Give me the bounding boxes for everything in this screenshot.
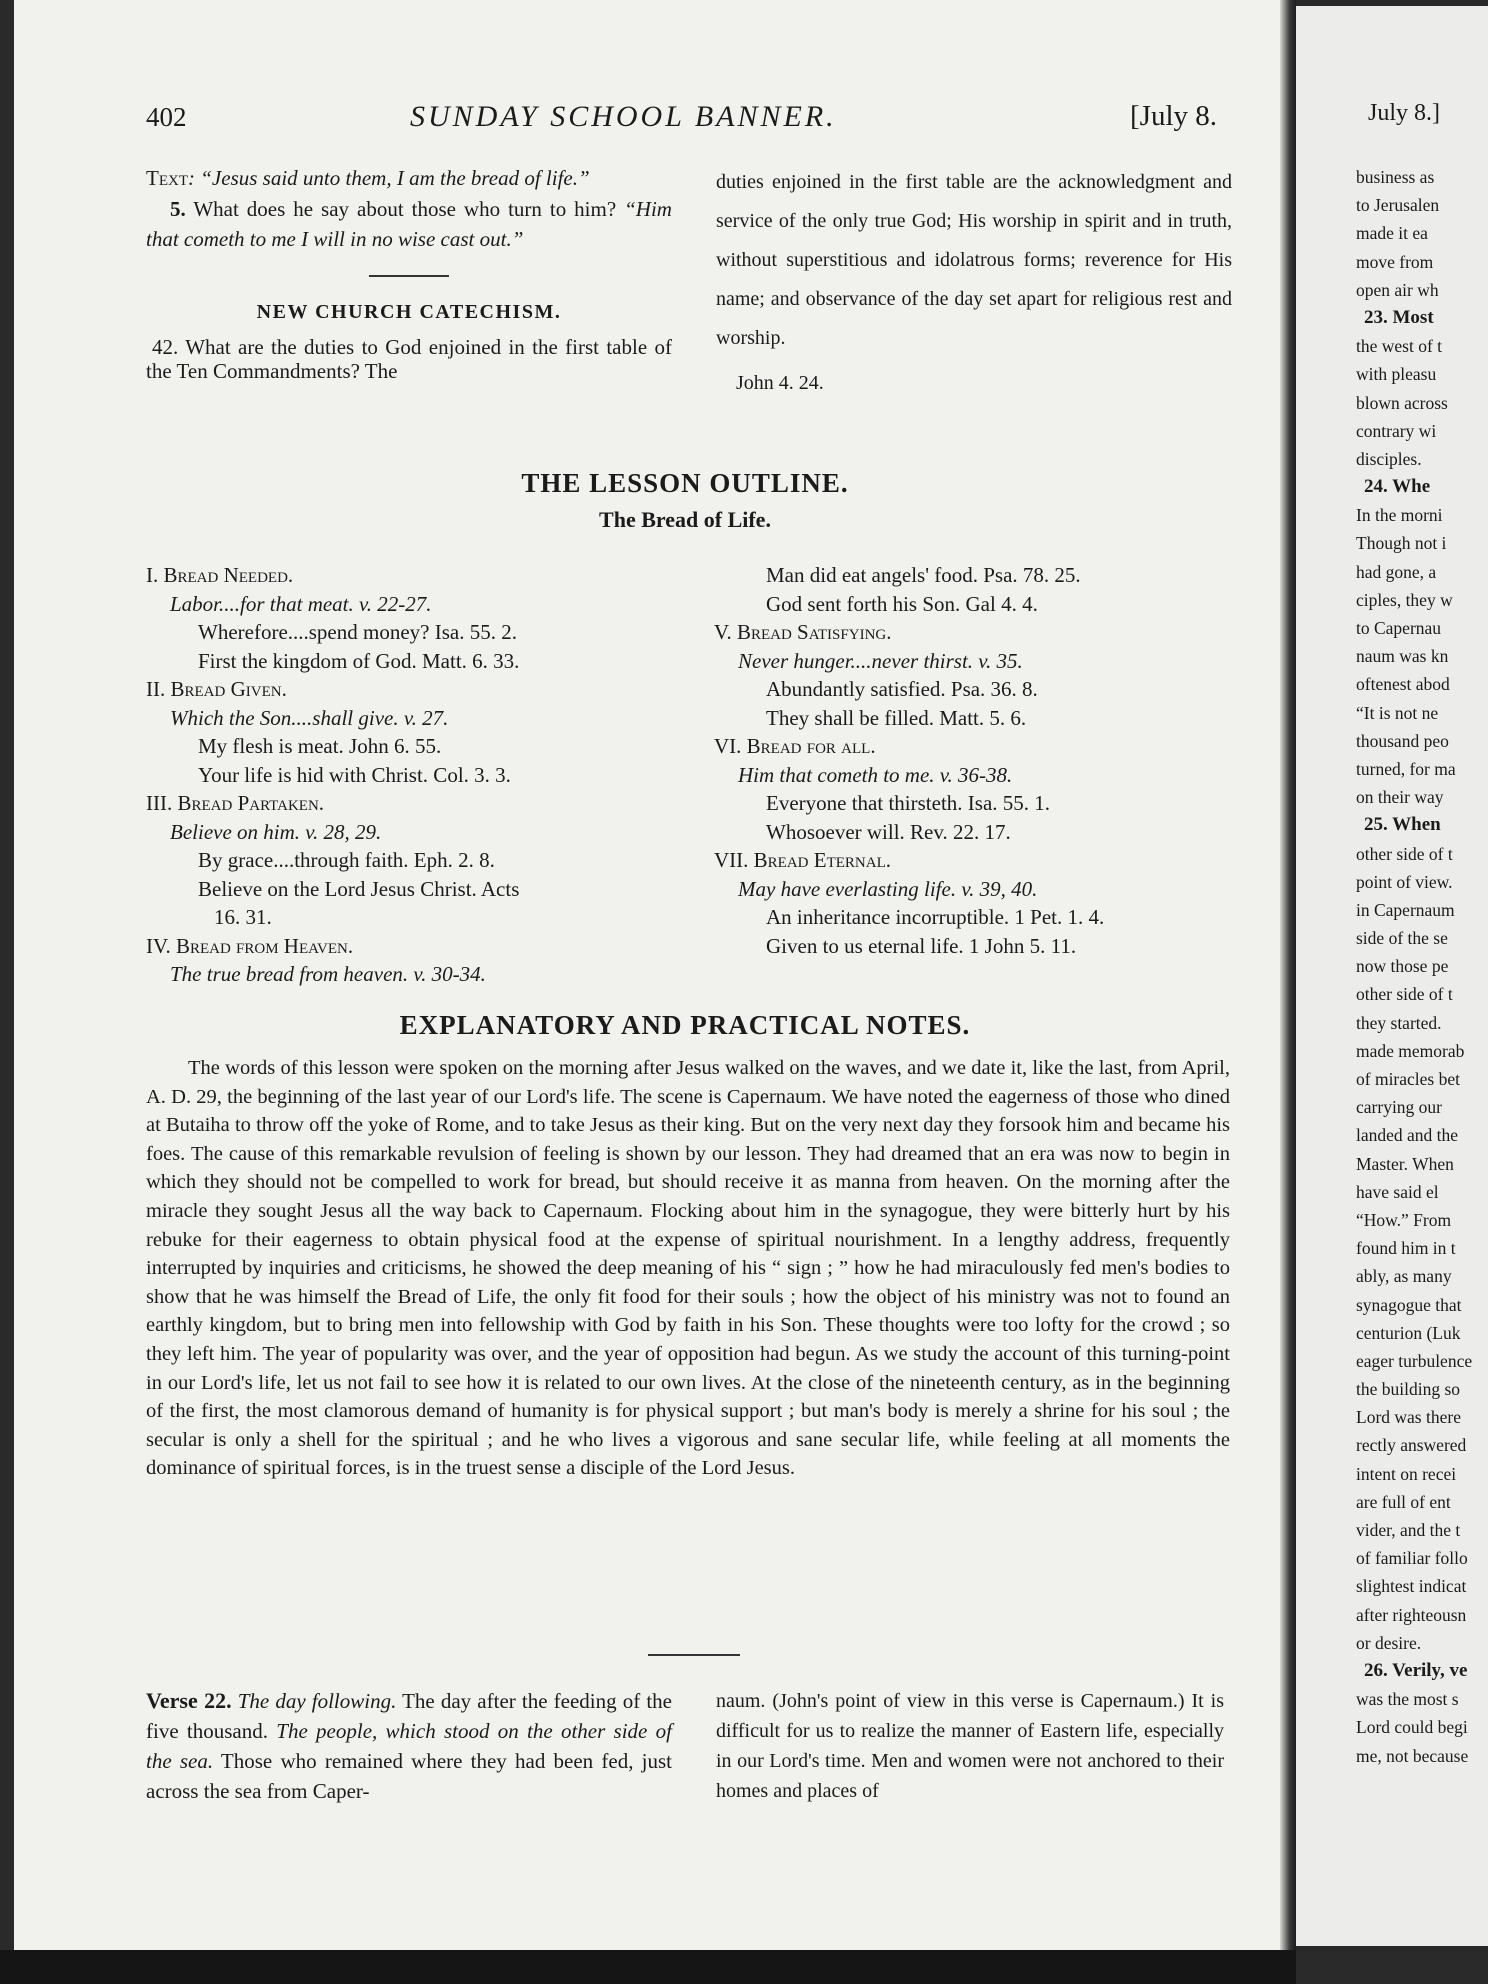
right-page-line: intent on recei [1356, 1463, 1457, 1484]
running-head [130, 98, 1240, 138]
right-page-line: contrary wi [1356, 420, 1437, 441]
right-page-line: after righteousn [1356, 1604, 1467, 1625]
outline-line: Which the Son....shall give. v. 27. [170, 705, 449, 730]
right-page-line: now those pe [1356, 956, 1449, 977]
left-top-column [146, 163, 672, 383]
notes-paragraph: The words of this lesson were spoken on the morning after Jesus walked on the waves, and we date it, like the last, from April, A. D. 29, the beginning of the last year of our Lord's life. The scene is Capernaum. We have noted the eagerness of those who dined at Butaiha to throw off the yoke of Rome, and to take Jesus as their king. But on the very next day they forsook him and became his foes. The cause of this remarkable revulsion of feeling is shown by our lesson. They had dreamed that an era was now to begin in which they should not be compelled to work for bread, but should receive it as manna from heaven. On the morning after the miracle they sought Jesus all the way back to Capernaum. Flocking about him in the synagogue, they were bitterly hurt by his rebuke for their eagerness to obtain physical food at the expense of spiritual nourishment. In a lengthy address, frequently interrupted by inquiries and criticisms, he showed the deep meaning of his “ sign ; ” how he had miraculously fed men's bodies to show that he was himself the Bread of Life, the only fit food for their souls ; how the object of his ministry was not to found an earthly kingdom, but to bring men into fellowship with God by faith in his Son. These thoughts were too lofty for the crowd ; so they left him. The year of popularity was over, and the year of opposition had begun. As we study the account of this turning-point in our Lord's life, let us not fail to see how it is related to our own lives. At the close of the nineteenth century, as in the beginning of the first, the most clamorous demand of humanity is for physical support ; but man's body is merely a shrine for his soul ; the secular is only a shell for the spiritual ; and he who lives a vigorous and sane secular life, while feeling at all moments the dominance of spiritual forces, is in the truest sense a disciple of the Lord Jesus. [146, 1057, 1230, 1480]
outline-line: May have everlasting life. v. 39, 40. [738, 876, 1038, 901]
right-page-line: was the most s [1356, 1689, 1459, 1710]
right-page-line: other side of t [1356, 843, 1453, 864]
right-page-line: to Capernau [1356, 618, 1442, 638]
catechism-question: 42. What are the duties to God enjoined in the first table of the Ten Commandments? The [146, 335, 672, 383]
outline-line: Abundantly satisfied. Psa. 36. 8. [766, 677, 1038, 701]
right-page-line: other side of t [1356, 984, 1453, 1005]
right-top-column [716, 163, 1232, 403]
outline-line: VII. Bread Eternal. [714, 848, 891, 872]
outline-line: IV. Bread from Heaven. [146, 933, 354, 958]
outline-line: Believe on him. v. 28, 29. [170, 819, 382, 844]
right-page-line: on their way [1356, 787, 1444, 808]
right-page-line: the building so [1356, 1379, 1461, 1400]
right-page-line: business as [1356, 167, 1435, 187]
right-page-line: had gone, a [1356, 561, 1437, 582]
right-page-line: to Jerusalen [1356, 195, 1440, 216]
outline-right-column [714, 561, 1234, 960]
right-page-line: ably, as many [1356, 1266, 1452, 1287]
outline-line: VI. Bread for all. [714, 734, 876, 758]
right-page-line: or desire. [1356, 1632, 1422, 1653]
page-number: 402 [146, 102, 187, 132]
right-page-line: made memorab [1356, 1040, 1465, 1061]
outline-line: Your life is hid with Christ. Col. 3. 3. [198, 762, 511, 787]
outline-line: Him that cometh to me. v. 36-38. [738, 762, 1013, 787]
right-page-line: Though not i [1356, 533, 1447, 554]
right-page-line: eager turbulence [1356, 1350, 1473, 1371]
right-page-line: move from [1356, 251, 1434, 272]
notes-heading-block [130, 1010, 1240, 1041]
right-page-line: found him in t [1356, 1238, 1456, 1259]
verse-22-right: naum. (John's point of view in this verse is Capernaum.) It is difficult for us to realize the manner of Eastern life, especially in our Lord's time. Men and women were not anchored to their homes and places of [716, 1690, 1224, 1802]
right-page-line: Lord was there [1356, 1407, 1461, 1428]
right-page-line: Lord could begi [1356, 1717, 1468, 1738]
catechism-heading: NEW CHURCH CATECHISM. [256, 300, 562, 323]
outline-line: III. Bread Partaken. [146, 791, 325, 815]
right-page-line: In the morni [1356, 505, 1443, 526]
right-page-line: disciples. [1356, 448, 1422, 469]
outline-line: Given to us eternal life. 1 John 5. 11. [766, 933, 1077, 958]
book-gutter [1280, 0, 1296, 1984]
catechism-answer: duties enjoined in the first table are the acknowledgment and service of the only true God; His worship in spirit and in truth, without superstitious and idolatrous forms; reverence for His name; and observance of the day set apart for religious rest and worship. [716, 171, 1232, 349]
notes-heading: EXPLANATORY AND PRACTICAL NOTES. [399, 1010, 971, 1040]
right-page-line: 24. Whe [1364, 476, 1431, 498]
outline-line: They shall be filled. Matt. 5. 6. [766, 705, 1027, 730]
right-page-date: July 8.] [1368, 100, 1440, 126]
outline-line: II. Bread Given. [146, 677, 287, 701]
right-page-line: synagogue that [1356, 1294, 1462, 1315]
right-page-line: have said el [1356, 1181, 1439, 1202]
outline-line: Never hunger....never thirst. v. 35. [738, 648, 1023, 673]
outline-line: 16. 31. [214, 905, 272, 929]
right-page-line: with pleasu [1356, 364, 1437, 385]
right-page-line: blown across [1356, 392, 1448, 413]
right-page-line: “How.” From [1356, 1209, 1452, 1230]
divider [369, 275, 449, 277]
outline-line: I. Bread Needed. [146, 563, 294, 587]
outline-line: Believe on the Lord Jesus Christ. Acts [198, 876, 520, 901]
outline-line: Labor....for that meat. v. 22-27. [170, 591, 432, 616]
outline-line: Man did eat angels' food. Psa. 78. 25. [766, 563, 1081, 587]
right-page-line: side of the se [1356, 928, 1448, 949]
right-page-line: they started. [1356, 1012, 1442, 1033]
outline-line: V. Bread Satisfying. [714, 620, 892, 644]
right-page-line: slightest indicat [1356, 1576, 1467, 1597]
right-page-line: in Capernaum [1356, 899, 1455, 920]
right-page-line: vider, and the t [1356, 1520, 1461, 1540]
outline-line: Wherefore....spend money? Isa. 55. 2. [198, 620, 517, 644]
right-page-line: ciples, they w [1356, 589, 1453, 610]
running-date: [July 8. [1130, 100, 1217, 132]
right-page-line: turned, for ma [1356, 758, 1456, 779]
right-page-line: me, not because [1356, 1745, 1469, 1766]
right-page-line: 23. Most [1364, 306, 1434, 328]
golden-text: Text: “Jesus said unto them, I am the bread of life.” [146, 166, 590, 190]
outline-line: By grace....through faith. Eph. 2. 8. [198, 848, 495, 872]
right-page-line: Master. When [1356, 1153, 1454, 1174]
outline-line: Everyone that thirsteth. Isa. 55. 1. [766, 791, 1051, 815]
outline-heading-block [130, 468, 1240, 533]
outline-subheading: The Bread of Life. [599, 507, 771, 532]
outline-line: God sent forth his Son. Gal 4. 4. [766, 591, 1038, 616]
outline-line: Whosoever will. Rev. 22. 17. [766, 819, 1011, 844]
right-page-line: rectly answered [1356, 1435, 1467, 1456]
outline-line: My flesh is meat. John 6. 55. [198, 734, 442, 758]
right-page-line: naum was kn [1356, 646, 1449, 667]
right-page-line: are full of ent [1356, 1491, 1451, 1512]
outline-line: The true bread from heaven. v. 30-34. [170, 962, 486, 986]
outline-line: An inheritance incorruptible. 1 Pet. 1. 4. [766, 905, 1105, 929]
right-page-line: thousand peo [1356, 730, 1449, 751]
outline-line: First the kingdom of God. Matt. 6. 33. [198, 648, 520, 673]
question-5: 5. What does he say about those who turn to him? “Him that cometh to me I will in no wise cast out.” [146, 196, 672, 251]
right-page-text [1356, 163, 1488, 1770]
scan-border [0, 1950, 1296, 1984]
catechism-reference: John 4. 24. [736, 372, 824, 394]
right-page-line: carrying our [1356, 1097, 1443, 1118]
right-page-line: 25. When [1364, 814, 1441, 836]
right-page-line: made it ea [1356, 223, 1428, 244]
verse-22-left: Verse 22. The day following. The day after the feeding of the five thousand. The people, which stood on the other side of the sea. Those who remained where they had been fed, just across the sea from Caper- [146, 1688, 672, 1803]
right-page-line: oftenest abod [1356, 674, 1450, 695]
right-page-line: open air wh [1356, 279, 1439, 300]
right-page-line: the west of t [1356, 336, 1443, 357]
outline-left-column [146, 561, 686, 989]
running-title: SUNDAY SCHOOL BANNER. [410, 100, 837, 133]
right-page-line: 26. Verily, ve [1364, 1659, 1468, 1681]
notes-divider [648, 1654, 740, 1656]
right-page-line: point of view. [1356, 871, 1453, 892]
right-page-line: landed and the [1356, 1125, 1459, 1146]
right-page-line: centurion (Luk [1356, 1322, 1461, 1343]
right-page-line: of familiar follo [1356, 1548, 1468, 1569]
right-page-line: of miracles bet [1356, 1069, 1460, 1089]
outline-heading: THE LESSON OUTLINE. [521, 468, 849, 498]
right-page-line: “It is not ne [1356, 702, 1439, 723]
